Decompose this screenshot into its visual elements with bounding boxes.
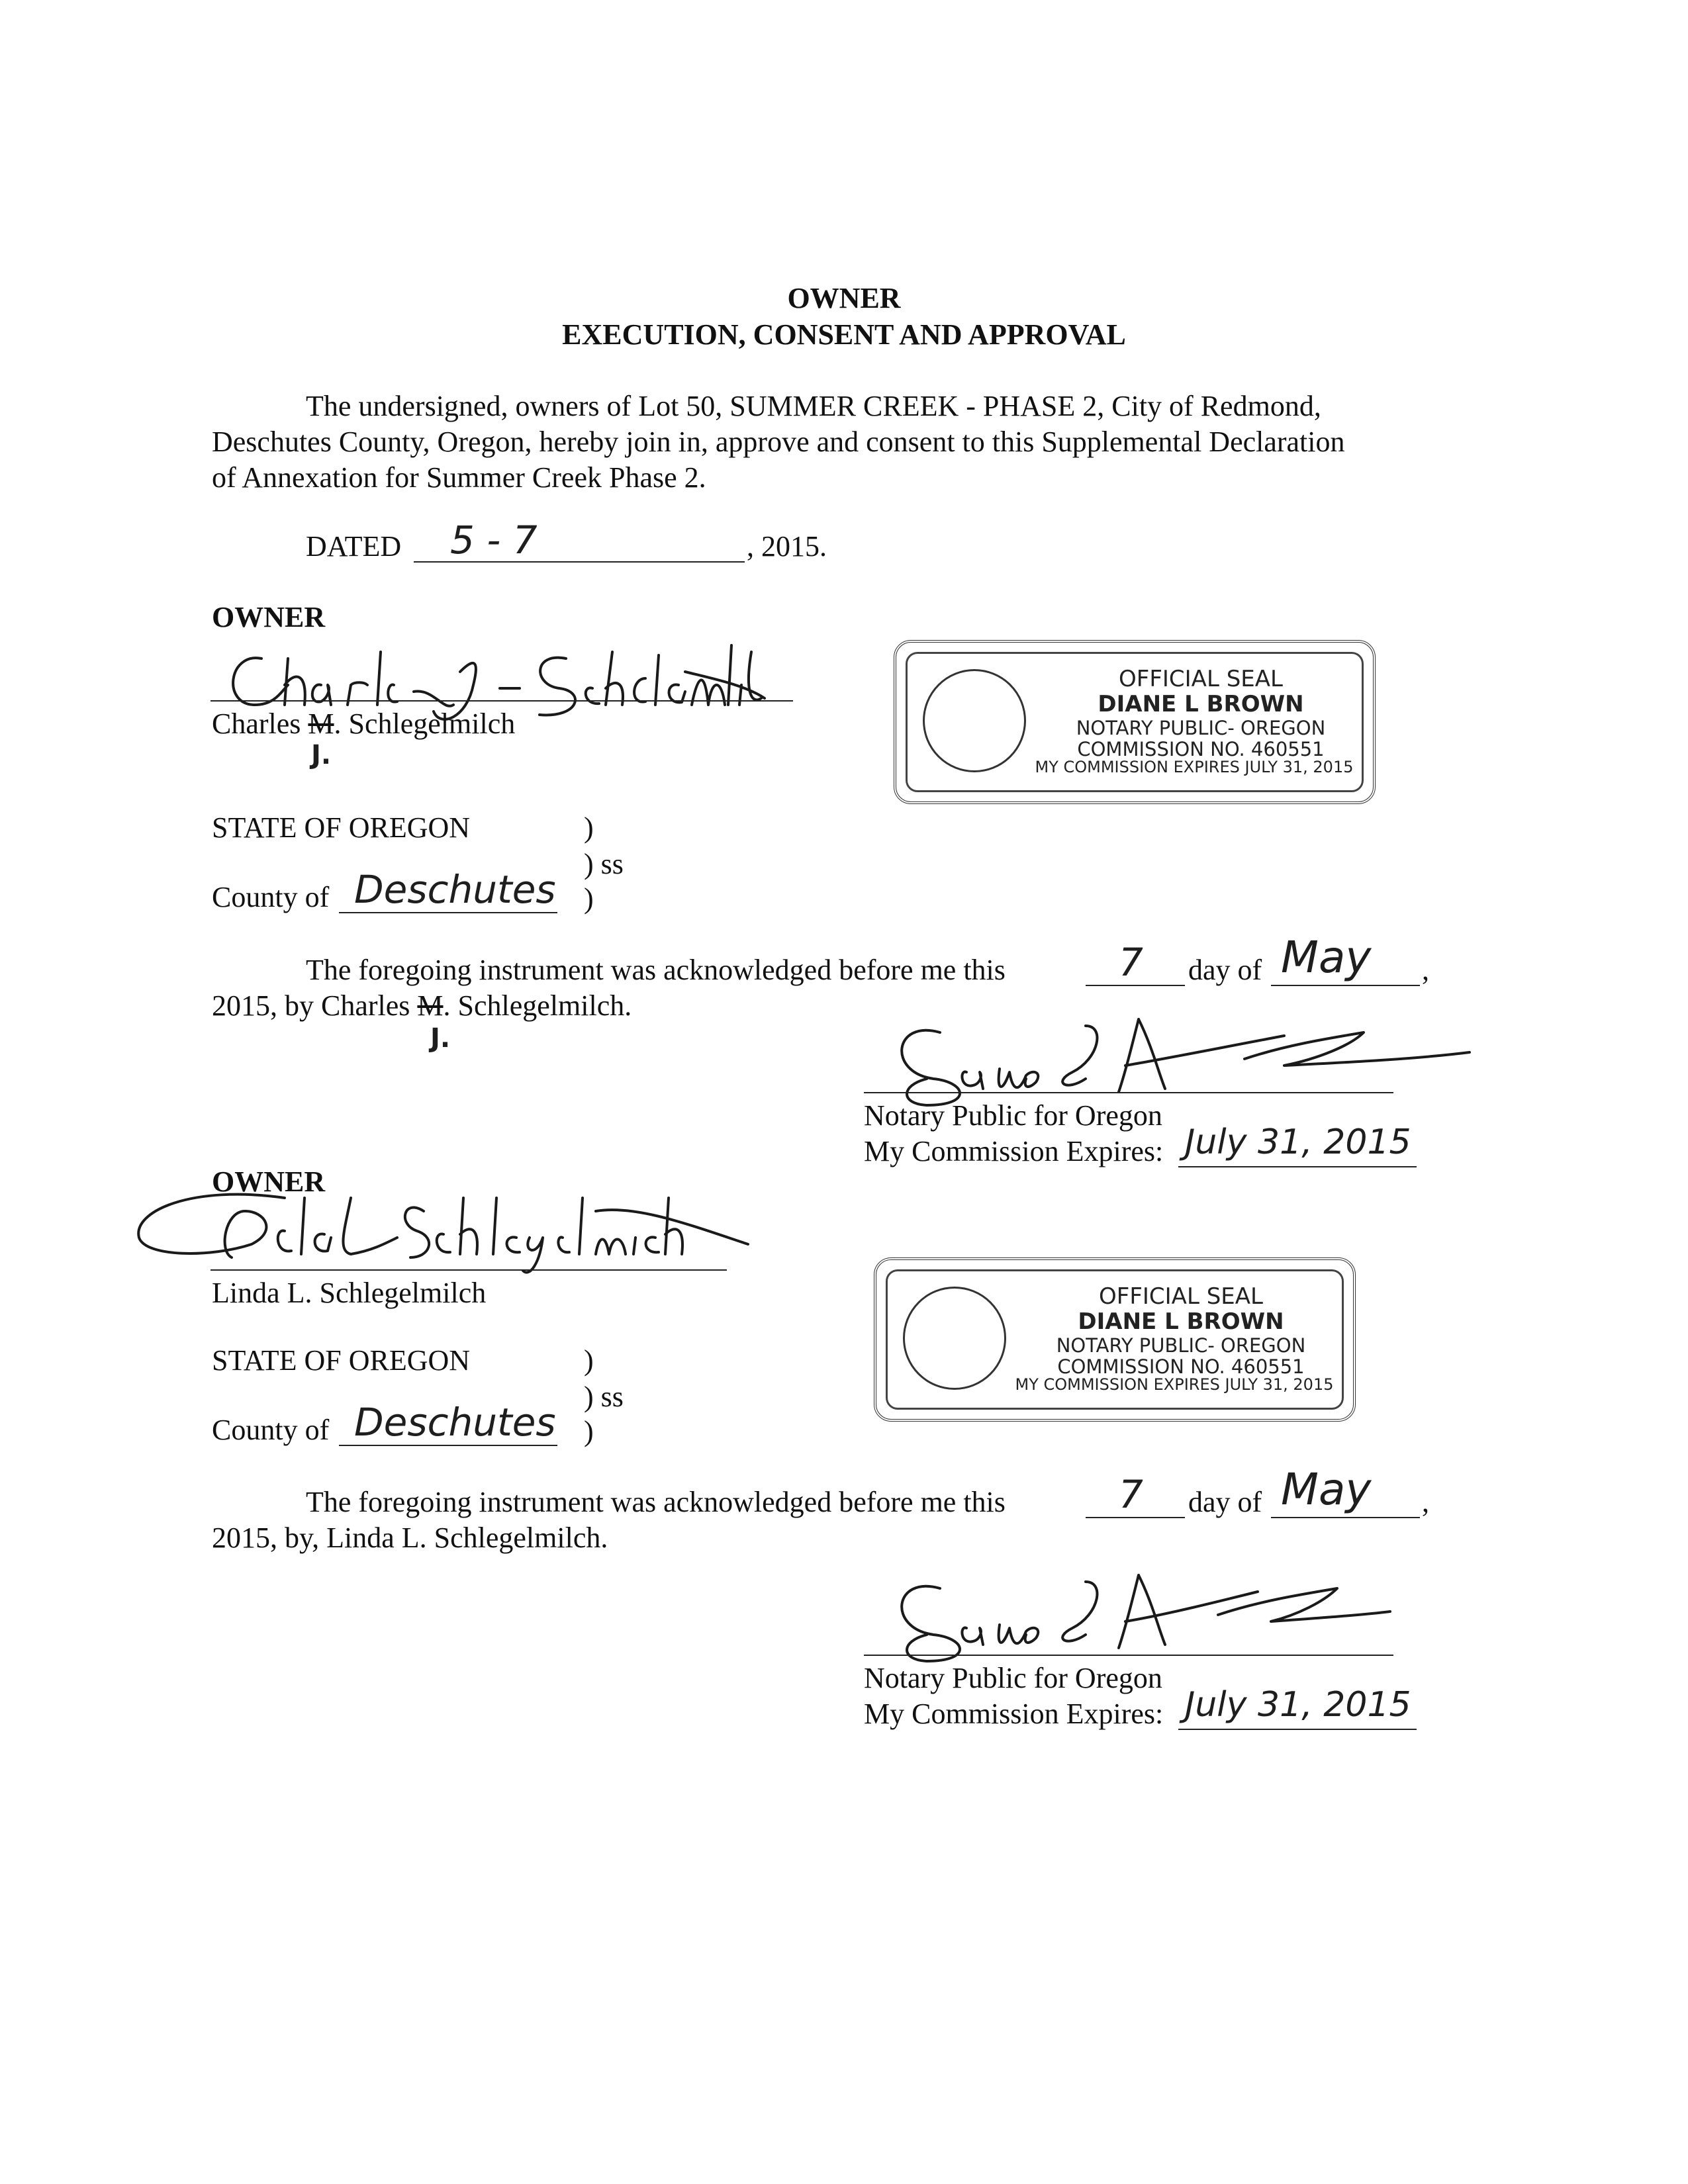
- owner2-paren-2: ): [584, 1415, 594, 1447]
- owner1-county-line: [339, 912, 557, 913]
- owner1-comma: ,: [1422, 954, 1429, 986]
- owner2-commission-value: July 31, 2015: [1185, 1685, 1411, 1725]
- owner1-notary-title: Notary Public for Oregon: [864, 1099, 1162, 1132]
- seal-2-line5: MY COMMISSION EXPIRES JULY 31, 2015: [1015, 1375, 1334, 1394]
- seal-1-line4: COMMISSION NO. 460551: [1077, 738, 1325, 760]
- intro-line-1: The undersigned, owners of Lot 50, SUMMER CREEK - PHASE 2, City of Redmond,: [306, 390, 1321, 422]
- owner2-ack-text: The foregoing instrument was acknowledged before me this: [306, 1486, 1006, 1518]
- owner1-paren-2: ): [584, 882, 594, 915]
- owner2-county-value: Deschutes: [354, 1400, 556, 1445]
- dated-label: DATED: [306, 530, 402, 563]
- intro-line-2: Deschutes County, Oregon, hereby join in, approve and consent to this Supplemental Declaration: [212, 426, 1345, 458]
- owner2-month-line: [1271, 1517, 1420, 1518]
- owner1-county-value: Deschutes: [354, 867, 556, 912]
- owner2-state: STATE OF OREGON: [212, 1344, 471, 1377]
- seal-1-line1: OFFICIAL SEAL: [1119, 666, 1283, 692]
- notary-seal-2: [874, 1257, 1356, 1422]
- owner2-month-value: May: [1281, 1464, 1372, 1515]
- owner1-printed-name: Charles M. Schlegelmilch: [212, 707, 516, 740]
- owner1-day-value: 7: [1119, 940, 1143, 985]
- notary-signature-1: [887, 1006, 1470, 1112]
- seal-2-line3: NOTARY PUBLIC- OREGON: [1056, 1334, 1306, 1357]
- seal-2-line2: DIANE L BROWN: [1078, 1308, 1284, 1335]
- owner1-day-of: day of: [1188, 954, 1262, 986]
- owner2-signature: [132, 1171, 768, 1284]
- owner1-state: STATE OF OREGON: [212, 811, 471, 844]
- owner1-heading: OWNER: [212, 601, 326, 633]
- notary-signature-line-2: [864, 1655, 1393, 1656]
- state-seal-emblem-1: [923, 669, 1026, 772]
- owner1-ack-line2: 2015, by Charles M. Schlegelmilch.: [212, 989, 632, 1022]
- owner2-county-label: County of: [212, 1414, 330, 1446]
- owner1-ack-struck-initial: M: [417, 989, 444, 1022]
- owner2-day-value: 7: [1119, 1472, 1143, 1517]
- state-seal-emblem-2: [903, 1287, 1006, 1390]
- page-title: OWNER: [787, 282, 901, 314]
- owner2-paren-1: ): [584, 1344, 594, 1377]
- notary-signature-2: [887, 1562, 1403, 1661]
- owner1-commission-value: July 31, 2015: [1185, 1122, 1411, 1162]
- seal-2-line1: OFFICIAL SEAL: [1099, 1283, 1263, 1310]
- owner1-ack-initial-correction: J.: [430, 1023, 451, 1054]
- owner2-heading: OWNER: [212, 1165, 326, 1198]
- owner2-ack-line2: 2015, by, Linda L. Schlegelmilch.: [212, 1522, 608, 1554]
- owner2-commission-line: [1178, 1729, 1417, 1730]
- dated-value: 5 - 7: [450, 518, 538, 563]
- owner1-county-label: County of: [212, 881, 330, 913]
- seal-1-line5: MY COMMISSION EXPIRES JULY 31, 2015: [1035, 758, 1354, 776]
- seal-1-line2: DIANE L BROWN: [1098, 691, 1304, 717]
- owner1-commission-label: My Commission Expires:: [864, 1135, 1164, 1167]
- owner2-commission-label: My Commission Expires:: [864, 1698, 1164, 1730]
- owner1-ss: ) ss: [584, 848, 624, 880]
- owner1-initial-correction: J.: [311, 740, 332, 770]
- owner2-ss: ) ss: [584, 1381, 624, 1413]
- owner2-county-line: [339, 1445, 557, 1446]
- owner2-comma: ,: [1422, 1486, 1429, 1518]
- notary-seal-1: [894, 640, 1376, 804]
- page-subtitle: EXECUTION, CONSENT AND APPROVAL: [562, 318, 1126, 351]
- seal-2-line4: COMMISSION NO. 460551: [1057, 1355, 1305, 1378]
- owner1-commission-line: [1178, 1166, 1417, 1167]
- owner2-day-of: day of: [1188, 1486, 1262, 1518]
- seal-1-line3: NOTARY PUBLIC- OREGON: [1076, 717, 1326, 739]
- owner1-month-line: [1271, 985, 1420, 986]
- owner2-signature-line: [211, 1269, 727, 1271]
- owner1-struck-initial: M: [308, 707, 334, 740]
- owner1-month-value: May: [1281, 932, 1372, 983]
- owner1-day-line: [1086, 985, 1185, 986]
- dated-year: , 2015.: [747, 530, 827, 563]
- owner1-paren-1: ): [584, 811, 594, 844]
- intro-line-3: of Annexation for Summer Creek Phase 2.: [212, 461, 706, 494]
- owner1-ack-text: The foregoing instrument was acknowledged before me this: [306, 954, 1006, 986]
- owner2-printed-name: Linda L. Schlegelmilch: [212, 1277, 487, 1309]
- notary-signature-line-1: [864, 1092, 1393, 1093]
- owner1-signature-line: [211, 700, 793, 702]
- owner2-notary-title: Notary Public for Oregon: [864, 1662, 1162, 1694]
- owner2-day-line: [1086, 1517, 1185, 1518]
